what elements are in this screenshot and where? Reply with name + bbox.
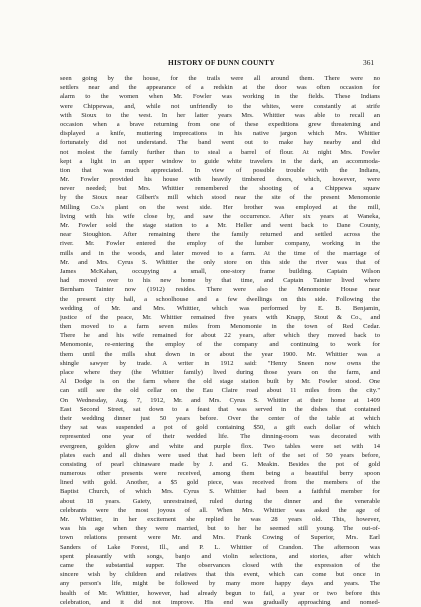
text-line: occasion when a brave returning from one of these expeditions grew threatening and [60,120,380,128]
text-line: never needed; but Mrs. Whittier remembered the shooting of a Chippewa squaw [60,185,380,193]
text-line: settlers near and the appearance of a redskin at the door was often occasion for [60,84,380,92]
body-text [60,74,380,607]
text-line: by the Sioux near Gilbert's mill which stood near the site of the present Menomonie [60,194,380,202]
text-line: they sat was suspended a pot of gold containing $50, a gift each dollar of which [60,424,380,432]
text-line: lined with gold. Another, a $5 gold piece, was received from the members of the [60,479,380,487]
text-line: Milling Co.'s plant on the west side. Her brother was employed at the mill, [60,203,380,211]
text-line: represented one year of their wedded life. The dinning-room was decorated with [60,433,380,441]
text-line: kept a light in an upper window to guide white travelers in the dark, an accommoda- [60,157,380,165]
text-line: numerous other presents were received, among them being a beautiful berry spoon [60,470,380,478]
text-line: James McKahan, occupying a small, one-story frame building. Captain Wilson [60,267,380,275]
text-line: tion that was much appreciated. In view of possible trouble with the Indians, [60,166,380,174]
text-line: wedding of Mr. and Mrs. Whittier, which was performed by E. B. Benjamin, [60,304,380,312]
text-line: Sanders of Lake Forest, Ill., and P. L. Whittier of Crandon. The afternoon was [60,543,380,551]
text-line: consisting of pearl chinaware made by J. and G. Meakin. Besides the pot of gold [60,460,380,468]
text-line: Bernham Tainter now (1912) resides. There were also the Menomonie House near [60,286,380,294]
text-line: Mr. Fowler sold the stage station to a Mr. Heller and went back to Dane County, [60,222,380,229]
text-line: There he and his wife remained for about 22 years, after which they moved back to [60,332,380,340]
text-line: Mr. Whittier, in her excitement she replied he was 28 years old. This, however, [60,516,380,523]
text-line: had moved over to his new home by that time, and Captain Tainter lived where [60,277,380,285]
text-line: evergreen, golden glow and white and purple flox. Two tables were set with 14 [60,442,380,450]
text-line: any person's life, might be followed by many more happy days and years. The [60,580,380,588]
text-line: shingle sawyer by trade. A writer in 1912 said: "Henry Sneen now owns the [60,359,380,367]
text-line: not molest the family further than to steal a barrel of flour. At night Mrs. Fowler [60,148,380,156]
page-number: 361 [363,58,375,67]
text-line: near Stoughton. After remaining there the family returned and settled across the [60,231,380,239]
text-line: celebrants were the most joyous of all. When Mrs. Whittier was asked the age of [60,506,380,514]
text-line: then moved to a farm seven miles from Menomonie in the town of Red Cedar. [60,323,380,331]
text-line: On Wednesday, Aug. 7, 1912, Mr. and Mrs. Cyrus S. Whittier at their home at 1409 [60,396,380,404]
text-line: spent pleasantly with songs, banjo and violin selections, and stories, after which [60,552,380,560]
text-line: fortunately did not understand. The band went out to make hay nearby and did [60,139,380,147]
text-line: sincere wish by children and relatives that this event, which can come but once in [60,571,380,579]
text-line: their wedding dinner just 50 years before. Over the center of the table at which [60,414,380,422]
page-title: HISTORY OF DUNN COUNTY [168,58,275,67]
text-line: were Chippewas, and, while not unfriendly to the whites, were constantly at strife [60,102,380,110]
text-line: justice of the peace, Mr. Whittier remained five years with Knapp, Stout & Co., and [60,313,380,321]
text-line: plates each and all dishes were used that had been left of the set of 50 years before, [60,451,380,459]
text-line: displayed a knife, muttering imprecations in his native jargon which Mrs. Whittier [60,130,380,138]
text-line: Mr. and Mrs. Cyrus S. Whittier the only store on this side the river was that of [60,258,380,266]
text-line: mills and in the woods, and later moved to a farm. At the time of the marriage of [60,249,380,257]
running-head [0,58,421,70]
text-line: about 18 years. Gaiety, unrestrained, ruled during the dinner and the venerable [60,497,380,505]
text-line: Mr. Fowler provided his house with heavily timbered doors, which, however, were [60,176,380,184]
text-line: the present city hall, a schoolhouse and a few dwellings on this side. Following the [60,295,380,303]
text-line: came the substantial supper. The observances closed with the expression of the [60,561,380,569]
text-line: town relations present were Mr. and Mrs. Frank Cowing of Superior, Mrs. Earl [60,534,380,542]
text-line: was his age when they were married, but to her he seemed still young. The out-of- [60,525,380,533]
text-line: health of Mr. Whittier, however, had already begun to fail, a year or two before this [60,589,380,597]
text-line: celebration, and it did not improve. His end was gradually approaching and nomed- [60,598,380,606]
text-line: Menomonie, re-entering the employ of the company and continuing to work for [60,341,380,349]
text-line: Al Dodge is on the farm where the old stage station built by Mr. Fowler stood. One [60,378,380,386]
text-line: living with his wife close by, and saw the occurrence. After six years at Waneka, [60,212,380,220]
text-line: river. Mr. Fowler entered the employ of the lumber company, working in the [60,240,380,248]
text-line: place where they (the Whittier family) lived during those years on the farm, and [60,369,380,376]
text-line: with Sioux to the west. In her latter years Mrs. Whittier was able to recall an [60,111,380,119]
text-line: them until the mills shut down in or about the year 1900. Mr. Whittier was a [60,350,380,358]
text-line: seen going by the house, for the trails were all around them. There were no [60,75,380,82]
text-line: East Second Street, sat down to a feast that was served in the dishes that contained [60,405,380,413]
text-line: Baptist Church, of which Mrs. Cyrus S. Whittier had been a faithful member for [60,488,380,496]
text-line: alarm to the women when Mr. Fowler was working in the fields. These Indians [60,93,380,101]
text-line: can still see the old cellar on the Eau Claire road about 11 miles from the city." [60,387,380,395]
